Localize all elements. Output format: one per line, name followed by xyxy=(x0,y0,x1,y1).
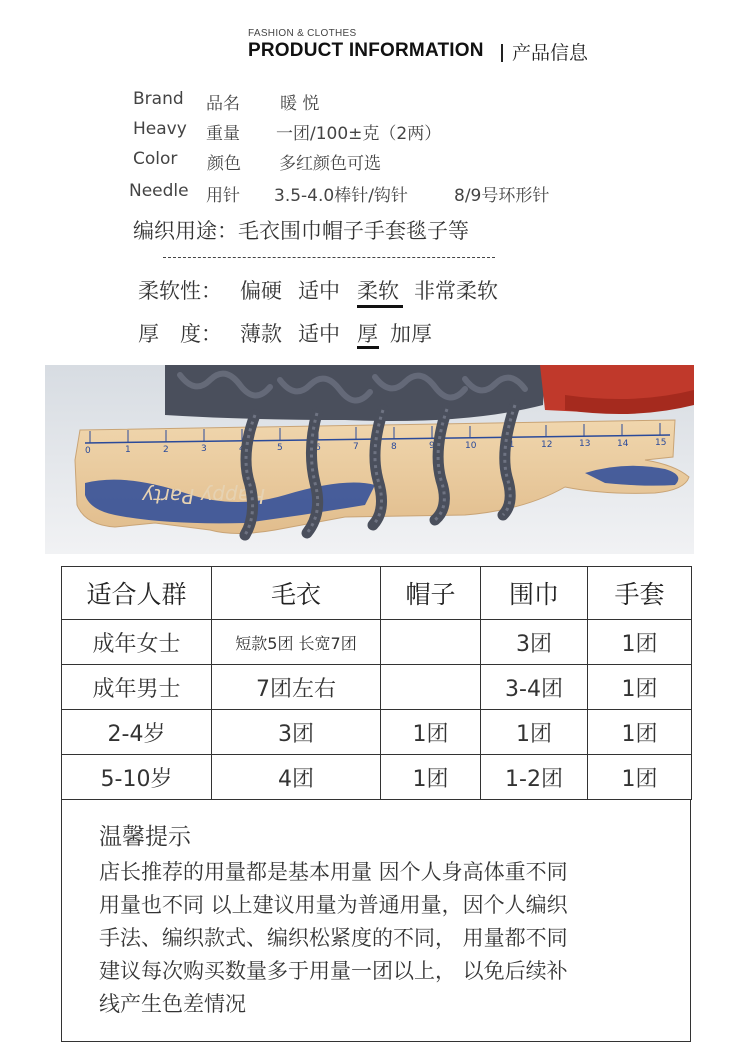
ruler-number: 14 xyxy=(617,439,629,449)
spec-label-cn: 重量 xyxy=(206,124,240,144)
ruler-brand-text: Happy Party xyxy=(141,484,265,508)
ruler-number: 9 xyxy=(429,441,435,451)
header-title: PRODUCT INFORMATION xyxy=(248,40,484,61)
table-row xyxy=(62,755,692,800)
table-cell: 1团 xyxy=(588,755,692,800)
ruler-number: 13 xyxy=(579,439,591,449)
spec-label-cn: 品名 xyxy=(206,94,240,114)
tips-line: 建议每次购买数量多于用量一团以上， 以免后续补 xyxy=(99,959,568,983)
table-cell: 1-2团 xyxy=(481,755,588,800)
thickness-label: 厚 度： xyxy=(138,322,222,346)
table-cell: 7团左右 xyxy=(212,665,381,710)
table-header: 适合人群 xyxy=(62,567,212,620)
ruler-number: 6 xyxy=(315,443,321,453)
thickness-option: 加厚 xyxy=(390,322,432,346)
header-subtitle: FASHION & CLOTHES xyxy=(248,28,357,39)
table-header: 手套 xyxy=(588,567,692,620)
table-cell: 5-10岁 xyxy=(62,755,212,800)
tips-title: 温馨提示 xyxy=(99,824,191,850)
table-cell: 短款5团 长宽7团 xyxy=(212,620,381,665)
table-cell: 3团 xyxy=(481,620,588,665)
table-cell: 成年女士 xyxy=(62,620,212,665)
ruler-number: 11 xyxy=(503,440,515,450)
ruler-number: 12 xyxy=(541,440,553,450)
ruler-number: 3 xyxy=(201,444,207,454)
tips-line: 手法、编织款式、编织松紧度的不同， 用量都不同 xyxy=(99,926,568,950)
spec-value-2: 8/9号环形针 xyxy=(454,186,550,206)
spec-color xyxy=(0,149,750,174)
table-cell: 1团 xyxy=(588,665,692,710)
spec-needle xyxy=(0,181,750,206)
table-cell: 成年男士 xyxy=(62,665,212,710)
table-cell: 1团 xyxy=(588,710,692,755)
table-header: 围巾 xyxy=(481,567,588,620)
spec-label-cn: 颜色 xyxy=(207,154,241,174)
spec-value: 一团/100±克（2两） xyxy=(276,124,442,144)
ruler-number: 7 xyxy=(353,442,359,452)
table-header-row xyxy=(62,567,692,620)
header-divider xyxy=(501,44,503,62)
usage-table xyxy=(61,566,691,800)
softness-selected-underline xyxy=(357,305,403,308)
spec-heavy xyxy=(0,119,750,144)
spec-label-en: Brand xyxy=(133,89,184,109)
softness-option: 偏硬 xyxy=(240,279,282,303)
dashed-divider xyxy=(163,257,495,258)
spec-label-en: Color xyxy=(133,149,178,169)
table-cell: 3团 xyxy=(212,710,381,755)
tips-body xyxy=(99,856,669,1021)
tips-line: 用量也不同 以上建议用量为普通用量，因个人编织 xyxy=(99,893,568,917)
table-cell xyxy=(381,665,481,710)
spec-value: 3.5-4.0棒针/钩针 xyxy=(274,186,408,206)
table-header: 毛衣 xyxy=(212,567,381,620)
softness-scale xyxy=(0,275,750,305)
thickness-option-selected: 厚 xyxy=(357,322,378,346)
softness-label: 柔软性： xyxy=(138,279,222,303)
table-row xyxy=(62,665,692,710)
ruler-number: 4 xyxy=(239,444,245,454)
ruler-number: 10 xyxy=(465,441,477,451)
spec-brand xyxy=(0,89,750,114)
ruler-number: 5 xyxy=(277,443,283,453)
usage-text: 编织用途：毛衣围巾帽子手套毯子等 xyxy=(133,219,469,243)
ruler-number: 1 xyxy=(125,445,131,455)
yarn-ruler-illustration xyxy=(45,365,694,554)
table-header: 帽子 xyxy=(381,567,481,620)
table-cell: 1团 xyxy=(381,755,481,800)
header-cn-title: 产品信息 xyxy=(512,42,589,64)
table-row xyxy=(62,710,692,755)
spec-label-en: Heavy xyxy=(133,119,187,139)
table-cell: 1团 xyxy=(481,710,588,755)
softness-option-selected: 柔软 xyxy=(357,279,399,303)
spec-value: 暖 悦 xyxy=(280,94,320,114)
ruler-number: 15 xyxy=(655,438,667,448)
table-cell: 2-4岁 xyxy=(62,710,212,755)
spec-value: 多红颜色可选 xyxy=(279,154,381,174)
tips-line: 线产生色差情况 xyxy=(99,992,246,1016)
tips-line: 店长推荐的用量都是基本用量 因个人身高体重不同 xyxy=(99,860,568,884)
table-cell: 4团 xyxy=(212,755,381,800)
ruler-number: 2 xyxy=(163,445,169,455)
table-cell xyxy=(381,620,481,665)
ruler-number: 0 xyxy=(85,446,91,456)
softness-option: 适中 xyxy=(298,279,340,303)
thickness-option: 适中 xyxy=(298,322,340,346)
table-cell: 1团 xyxy=(588,620,692,665)
thickness-scale xyxy=(0,318,750,348)
softness-option: 非常柔软 xyxy=(414,279,498,303)
spec-label-en: Needle xyxy=(129,181,189,201)
ruler-number: 8 xyxy=(391,442,397,452)
yarn-ruler-photo xyxy=(45,365,694,554)
table-cell: 1团 xyxy=(381,710,481,755)
tips-box xyxy=(61,800,691,1042)
thickness-selected-underline xyxy=(357,346,379,349)
table-cell: 3-4团 xyxy=(481,665,588,710)
table-row xyxy=(62,620,692,665)
spec-label-cn: 用针 xyxy=(206,186,240,206)
thickness-option: 薄款 xyxy=(240,322,282,346)
